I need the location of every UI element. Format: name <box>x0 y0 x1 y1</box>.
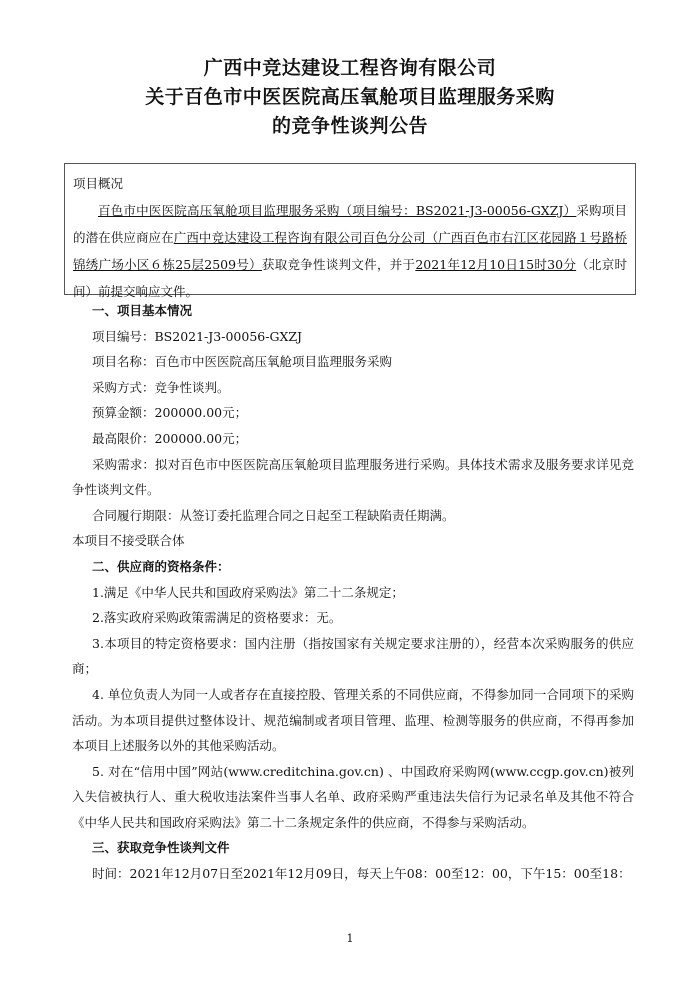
overview-paragraph <box>73 197 627 305</box>
procurement-method: 采购方式：竞争性谈判。 <box>92 379 230 395</box>
project-name: 项目名称：百色市中医医院高压氧舱项目监理服务采购 <box>92 354 393 370</box>
announcement-body <box>72 298 634 887</box>
overview-text-c: （北京时间）前提交响应文件。 <box>73 257 627 299</box>
overview-heading: 项目概况 <box>73 176 124 191</box>
title-subject: 关于百色市中医医院高压氧舱项目监理服务采购 <box>145 86 555 108</box>
section1-heading: 一、项目基本情况 <box>92 303 193 318</box>
announcement-title <box>0 54 700 141</box>
page-number: 1 <box>346 932 354 945</box>
qualification-item-1: 1.满足《中华人民共和国政府采购法》第二十二条规定； <box>92 584 404 600</box>
overview-deadline: 2021年12月10日15时30分 <box>415 257 577 272</box>
overview-text-b: 获取竞争性谈判文件，并于 <box>261 257 416 272</box>
acquisition-time: 时间：2021年12月07日至2021年12月09日，每天上午08：00至12：00，下午15：00至18： <box>92 866 631 882</box>
project-number: 项目编号：BS2021-J3-00056-GXZJ <box>92 328 303 344</box>
max-price: 最高限价：200000.00元； <box>92 430 248 446</box>
contract-period: 合同履行期限：从签订委托监理合同之日起至工程缺陷责任期满。 <box>92 507 455 523</box>
consortium-note: 本项目不接受联合体 <box>72 533 185 549</box>
qualification-item-3: 3.本项目的特定资格要求：国内注册（指按国家有关规定要求注册的），经营本次采购服务的供应商； <box>72 635 634 677</box>
title-type: 的竞争性谈判公告 <box>271 115 428 137</box>
section2-heading: 二、供应商的资格条件： <box>92 558 230 574</box>
qualification-item-5: 5. 对在“信用中国”网站(www.creditchina.gov.cn) 、中国政府采购网(www.ccgp.gov.cn)被列入失信被执行人、重大税收违法案件当事人名单、政府采购严重违法失信行为记录名单及其他不符合《中华人民共和国政府采购法》第二十二条规定条件的供应商，不得参与采购活动。 <box>72 763 634 830</box>
overview-project: 百色市中医医院高压氧舱项目监理服务采购（项目编号：BS2021-J3-00056-GXZJ） <box>98 203 577 218</box>
title-company: 广西中竞达建设工程咨询有限公司 <box>203 57 497 79</box>
overview-location: 广西中竞达建设工程咨询有限公司百色分公司（广西百色市右江区花园路１号路桥锦绣广场小区６栋25层2509号） <box>73 230 627 272</box>
budget-amount: 预算金额：200000.00元； <box>92 405 248 421</box>
qualification-item-4: 4. 单位负责人为同一人或者存在直接控股、管理关系的不同供应商，不得参加同一合同项下的采购活动。为本项目提供过整体设计、规范编制或者项目管理、监理、检测等服务的供应商，不得再参加本项目上述服务以外的其他采购活动。 <box>72 686 634 754</box>
qualification-item-2: 2.落实政府采购政策需满足的资格要求：无。 <box>92 610 342 626</box>
overview-text-a: 采购项目的潜在供应商应在 <box>73 203 627 245</box>
section3-heading: 三、获取竞争性谈判文件 <box>92 840 230 856</box>
procurement-requirement: 采购需求：拟对百色市中医医院高压氧舱项目监理服务进行采购。具体技术需求及服务要求详见竞争性谈判文件。 <box>72 456 634 498</box>
project-overview-box <box>64 163 636 299</box>
